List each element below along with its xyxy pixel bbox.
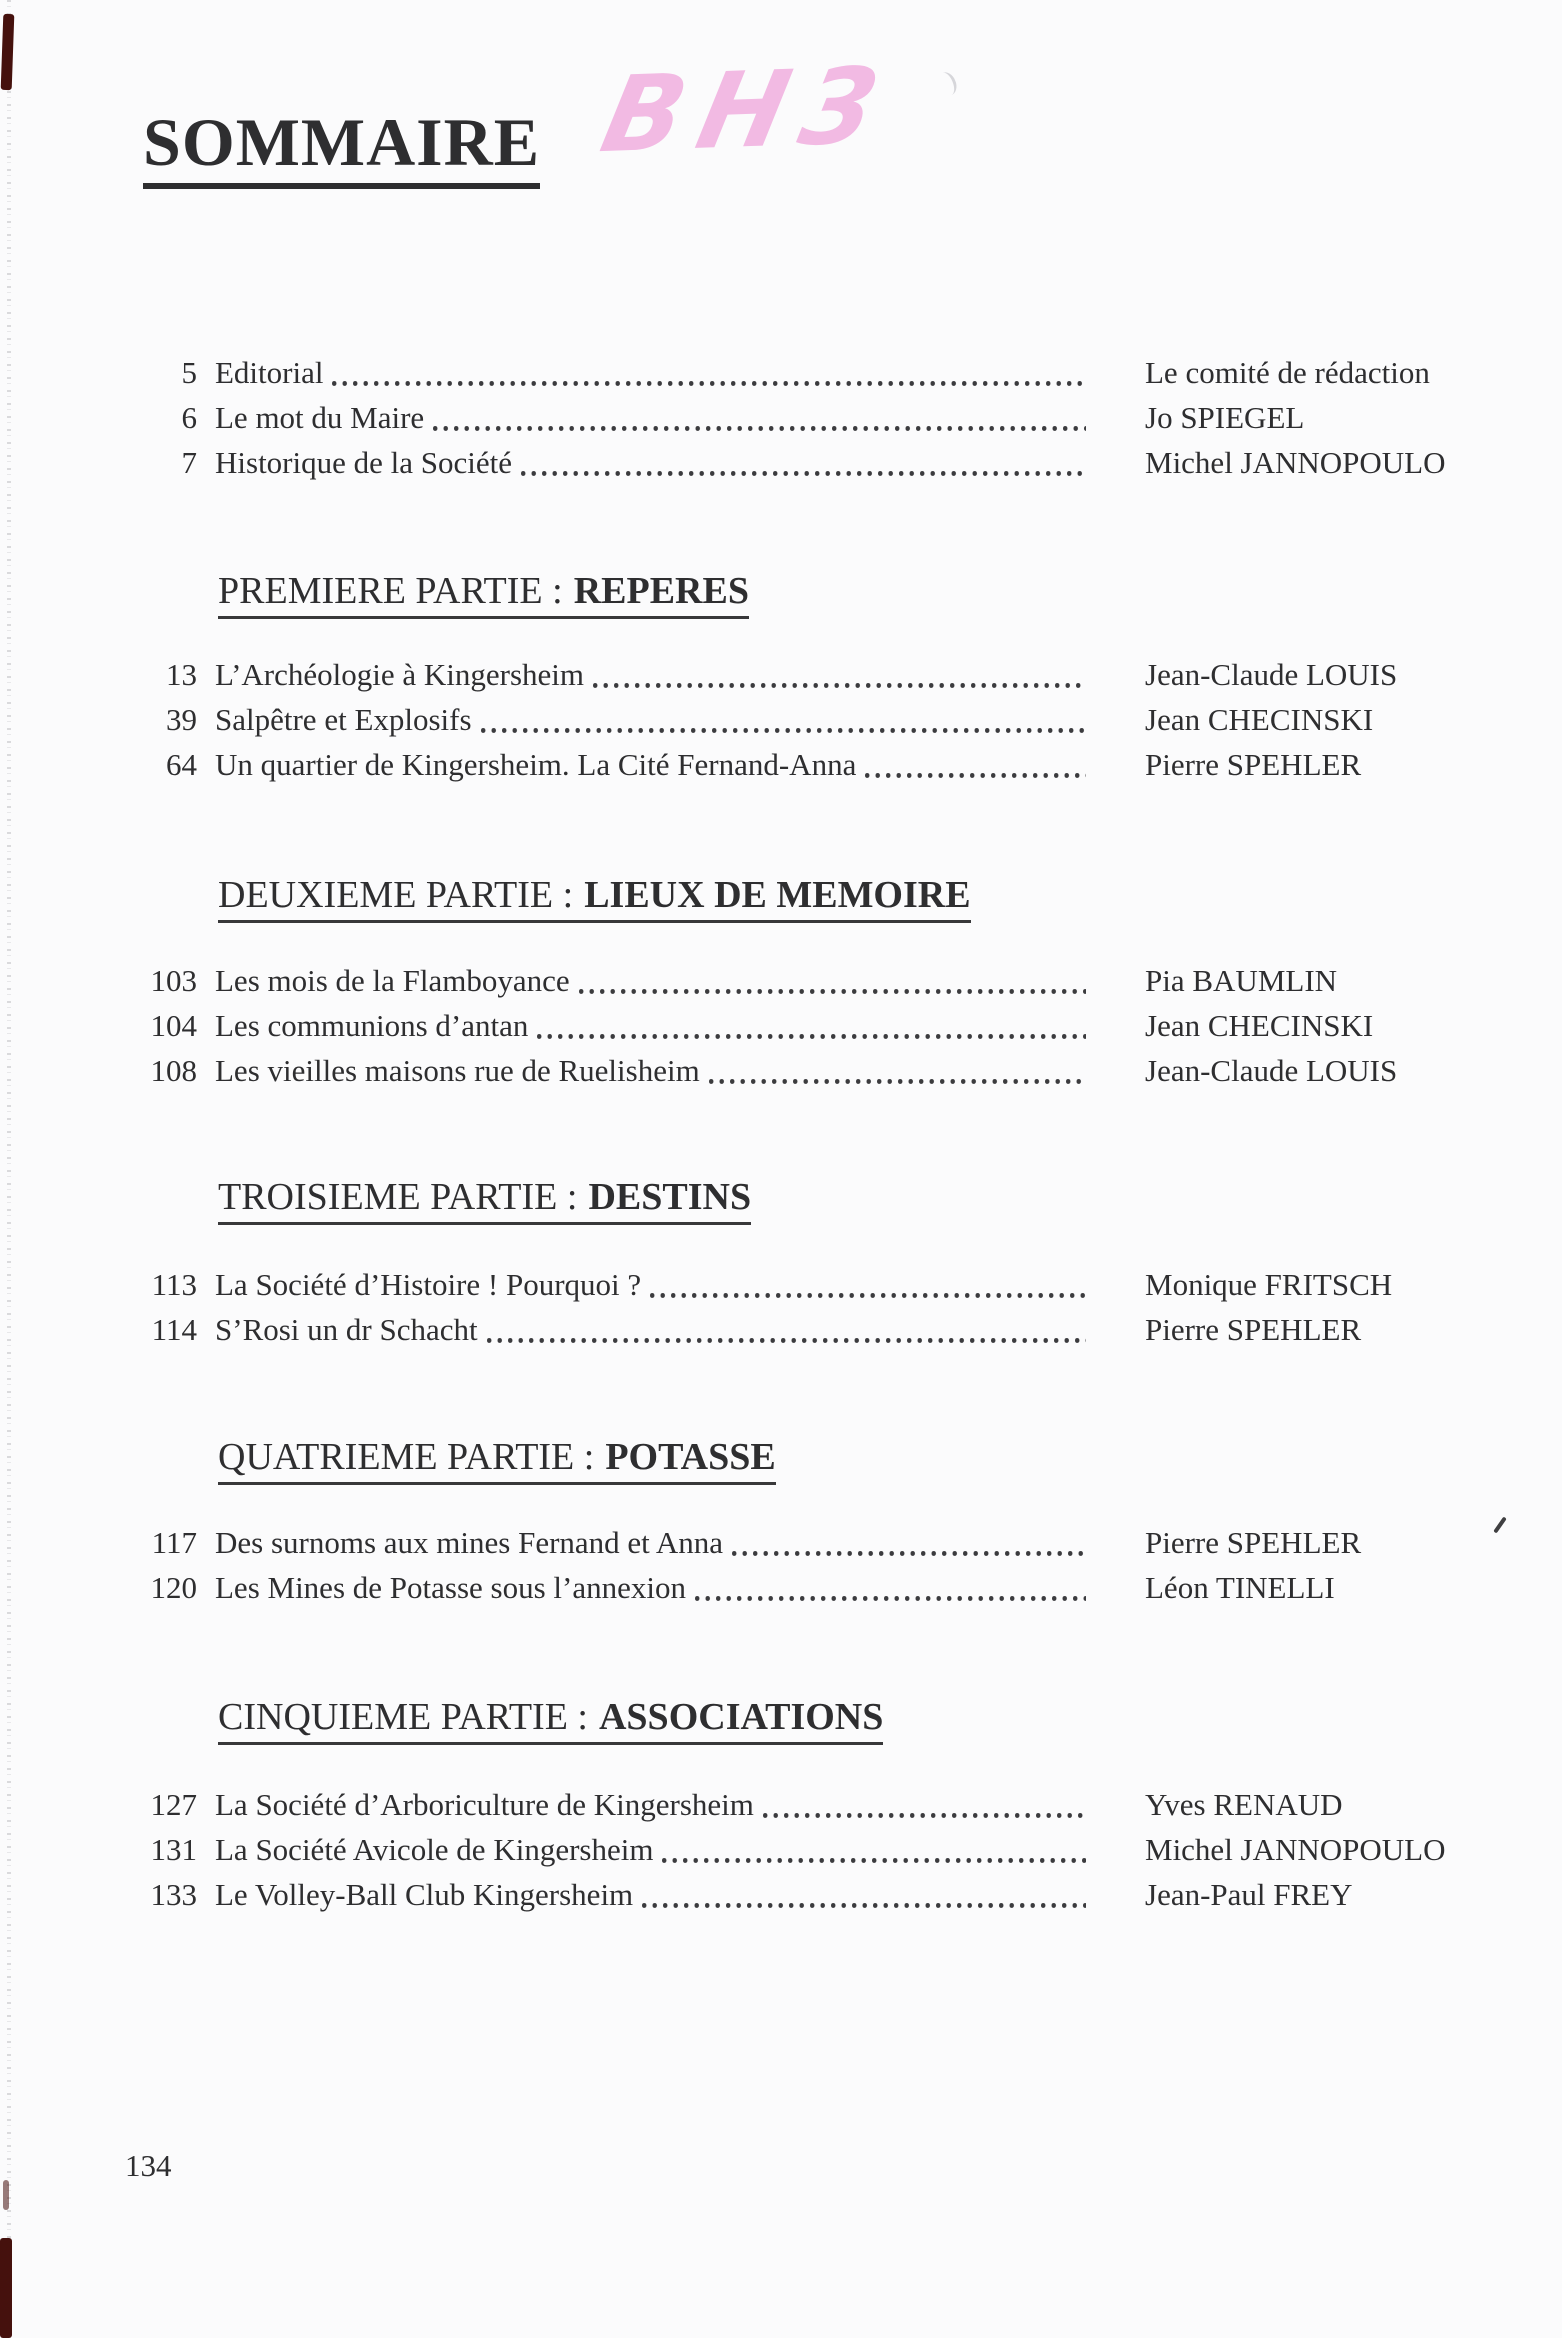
entry-page-number: 6 xyxy=(181,400,197,435)
entry-page-number: 117 xyxy=(151,1525,197,1560)
section-heading-deuxieme xyxy=(218,876,971,923)
entry-title: La Société d’Histoire ! Pourquoi ? xyxy=(215,1267,642,1302)
toc-entry xyxy=(100,697,1540,742)
entry-title: Les mois de la Flamboyance xyxy=(215,963,570,998)
entry-page-number: 103 xyxy=(150,963,197,998)
entry-author: Pierre SPEHLER xyxy=(1145,1312,1362,1347)
section-heading-name: REPERES xyxy=(573,570,749,612)
section-heading-name: POTASSE xyxy=(605,1436,776,1478)
entry-title: La Société d’Arboriculture de Kingersheim xyxy=(215,1787,754,1822)
entry-title: Le Volley-Ball Club Kingersheim xyxy=(215,1877,634,1912)
toc-entry xyxy=(100,1872,1540,1917)
entry-author: Jean-Paul FREY xyxy=(1145,1877,1353,1912)
section-heading-cinquieme xyxy=(218,1698,883,1745)
entry-page-number: 13 xyxy=(166,657,197,692)
entry-title: Editorial xyxy=(215,355,324,390)
entry-title: S’Rosi un dr Schacht xyxy=(215,1312,478,1347)
section-heading-prefix: DEUXIEME PARTIE : xyxy=(218,874,574,916)
dotted-leader xyxy=(709,1079,1086,1084)
entry-title: Les vieilles maisons rue de Ruelisheim xyxy=(215,1053,700,1088)
entry-title: L’Archéologie à Kingersheim xyxy=(215,657,585,692)
folio-page-number: 134 xyxy=(125,2148,172,2183)
section-heading-prefix: QUATRIEME PARTIE : xyxy=(218,1436,595,1478)
entry-title: Les communions d’antan xyxy=(215,1008,529,1043)
entry-author: Le comité de rédaction xyxy=(1145,355,1430,390)
toc-group-reperes xyxy=(100,652,1540,787)
toc-entry xyxy=(100,350,1540,395)
entry-page-number: 108 xyxy=(150,1053,197,1088)
entry-title: Des surnoms aux mines Fernand et Anna xyxy=(215,1525,723,1560)
entry-author: Yves RENAUD xyxy=(1145,1787,1343,1822)
entry-page-number: 131 xyxy=(150,1832,197,1867)
section-heading-name: DESTINS xyxy=(588,1176,752,1218)
toc-entry xyxy=(100,1262,1540,1307)
toc-entry xyxy=(100,395,1540,440)
entry-author: Michel JANNOPOULO xyxy=(1145,1832,1446,1867)
toc-group-lieux-de-memoire xyxy=(100,958,1540,1093)
toc-entry xyxy=(100,440,1540,485)
entry-author: Jean CHECINSKI xyxy=(1145,702,1374,737)
entry-page-number: 113 xyxy=(151,1267,197,1302)
entry-author: Pierre SPEHLER xyxy=(1145,747,1362,782)
section-heading-name: ASSOCIATIONS xyxy=(598,1696,884,1738)
page-title: SOMMAIRE xyxy=(143,108,540,189)
dotted-leader xyxy=(642,1903,1086,1908)
scan-mark-top-left xyxy=(1,14,15,90)
section-heading-name: LIEUX DE MEMOIRE xyxy=(584,874,971,916)
entry-author: Pierre SPEHLER xyxy=(1145,1525,1362,1560)
toc-entry xyxy=(100,1520,1540,1565)
dotted-leader xyxy=(332,381,1086,386)
dotted-leader xyxy=(579,989,1086,994)
dotted-leader xyxy=(481,728,1086,733)
dotted-leader xyxy=(695,1596,1086,1601)
dotted-leader xyxy=(433,426,1086,431)
entry-author: Pia BAUMLIN xyxy=(1145,963,1338,998)
section-heading-quatrieme xyxy=(218,1438,776,1485)
section-heading-prefix: TROISIEME PARTIE : xyxy=(218,1176,578,1218)
entry-page-number: 39 xyxy=(166,702,197,737)
scan-mark-bottom-left xyxy=(0,2238,12,2338)
toc-group-destins xyxy=(100,1262,1540,1352)
toc-group-front-matter xyxy=(100,350,1540,485)
toc-content xyxy=(100,0,1540,2338)
scan-edge-speckle xyxy=(7,0,11,2338)
entry-author: Jean-Claude LOUIS xyxy=(1145,657,1398,692)
dotted-leader xyxy=(865,773,1086,778)
entry-author: Jo SPIEGEL xyxy=(1145,400,1305,435)
entry-title: Historique de la Société xyxy=(215,445,512,480)
toc-entry xyxy=(100,1782,1540,1827)
toc-entry xyxy=(100,1307,1540,1352)
dotted-leader xyxy=(537,1034,1086,1039)
dotted-leader xyxy=(487,1338,1086,1343)
entry-title: La Société Avicole de Kingersheim xyxy=(215,1832,654,1867)
entry-title: Les Mines de Potasse sous l’annexion xyxy=(215,1570,686,1605)
dotted-leader xyxy=(521,471,1086,476)
handwritten-annotation: BH3 xyxy=(592,43,905,177)
dotted-leader xyxy=(763,1813,1086,1818)
entry-page-number: 7 xyxy=(181,445,197,480)
entry-page-number: 133 xyxy=(150,1877,197,1912)
entry-page-number: 104 xyxy=(150,1008,197,1043)
toc-entry xyxy=(100,1003,1540,1048)
entry-page-number: 127 xyxy=(150,1787,197,1822)
toc-entry xyxy=(100,742,1540,787)
section-heading-prefix: PREMIERE PARTIE : xyxy=(218,570,563,612)
entry-title: Un quartier de Kingersheim. La Cité Fernand-Anna xyxy=(215,747,857,782)
dotted-leader xyxy=(732,1551,1086,1556)
section-heading-premiere xyxy=(218,572,749,619)
dotted-leader xyxy=(593,683,1086,688)
entry-page-number: 120 xyxy=(150,1570,197,1605)
dotted-leader xyxy=(662,1858,1086,1863)
section-heading-prefix: CINQUIEME PARTIE : xyxy=(218,1696,588,1738)
entry-page-number: 64 xyxy=(166,747,197,782)
entry-author: Léon TINELLI xyxy=(1145,1570,1335,1605)
toc-entry xyxy=(100,1048,1540,1093)
toc-group-potasse xyxy=(100,1520,1540,1610)
entry-page-number: 5 xyxy=(181,355,197,390)
toc-entry xyxy=(100,1565,1540,1610)
entry-author: Michel JANNOPOULO xyxy=(1145,445,1446,480)
scan-mark-bottom-left-2 xyxy=(3,2180,9,2210)
toc-entry xyxy=(100,652,1540,697)
entry-author: Monique FRITSCH xyxy=(1145,1267,1393,1302)
entry-title: Le mot du Maire xyxy=(215,400,425,435)
entry-page-number: 114 xyxy=(151,1312,197,1347)
toc-group-associations xyxy=(100,1782,1540,1917)
section-heading-troisieme xyxy=(218,1178,751,1225)
entry-title: Salpêtre et Explosifs xyxy=(215,702,472,737)
dotted-leader xyxy=(650,1293,1086,1298)
toc-entry xyxy=(100,958,1540,1003)
entry-author: Jean CHECINSKI xyxy=(1145,1008,1374,1043)
entry-author: Jean-Claude LOUIS xyxy=(1145,1053,1398,1088)
toc-entry xyxy=(100,1827,1540,1872)
